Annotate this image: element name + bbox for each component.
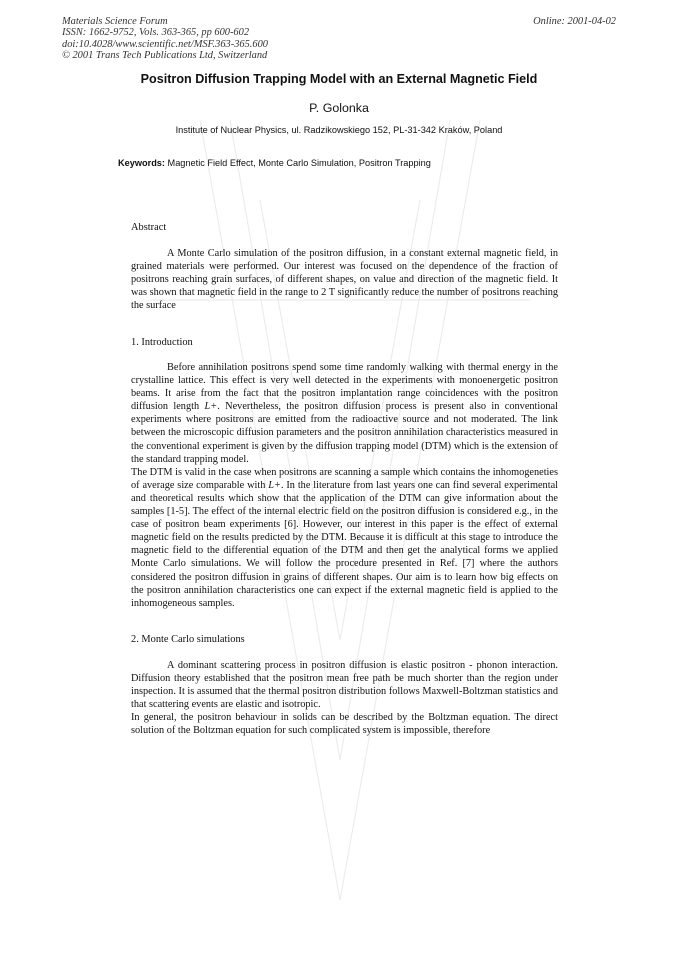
- doi-line: doi:10.4028/www.scientific.net/MSF.363-365.600: [62, 38, 268, 50]
- abstract-heading: Abstract: [131, 222, 167, 233]
- journal-header: [62, 16, 268, 62]
- simulations-paragraph-2: In general, the positron behaviour in solids can be described by the Boltzman equation. The direct solution of the Boltzman equation for such complicated system is impossible, therefore: [131, 712, 558, 737]
- introduction-heading: 1. Introduction: [131, 337, 193, 348]
- introduction-body: [131, 361, 558, 610]
- introduction-paragraph-2: The DTM is valid in the case when positrons are scanning a sample which contains the inhomogeneties of average size comparable with L+. In the literature from last years one can find several experimental and theoretical results which show that the application of the DTM can give information about the samples [1-5]. The effect of the internal electric field on the positron diffusion is considered e.g., in the case of positron beam experiments [6]. However, our interest in this paper is the effect of external magnetic field on the results predicted by the DTM. Because it is difficult at this stage to introduce the magnetic field to the differential equation of the DTM and then get the analytical forms we applied Monte Carlo simulations. We will follow the procedure presented in Ref. [7] where the authors considered the positron diffusion in grains of different shapes. Our aim is to learn how big effects on the positron annihilation characteristics one can expect if the external magnetic field is applied to the inhomogeneous samples.: [131, 466, 558, 609]
- copyright-line: © 2001 Trans Tech Publications Ltd, Switzerland: [62, 50, 268, 62]
- simulations-heading: 2. Monte Carlo simulations: [131, 634, 245, 645]
- keywords-label: Keywords:: [118, 158, 165, 168]
- author-name: P. Golonka: [309, 101, 369, 115]
- abstract-paragraph: A Monte Carlo simulation of the positron diffusion, in a constant external magnetic field, in grained materials were performed. Our interest was focused on the dependence of the fraction of positrons reaching grain surfaces, of different shapes, on value and direction of the magnetic field. It was shown that magnetic field in the range to 2 T significantly reduce the number of positrons reaching the surface: [131, 248, 558, 312]
- issn-line: ISSN: 1662-9752, Vols. 363-365, pp 600-602: [62, 27, 250, 39]
- keywords-text: Magnetic Field Effect, Monte Carlo Simulation, Positron Trapping: [167, 158, 431, 168]
- abstract-body: [131, 247, 558, 312]
- online-date: Online: 2001-04-02: [533, 16, 616, 27]
- paper-title: Positron Diffusion Trapping Model with an External Magnetic Field: [140, 72, 538, 86]
- journal-name: Materials Science Forum: [62, 16, 168, 27]
- introduction-paragraph-1: Before annihilation positrons spend some time randomly walking with thermal energy in the crystalline lattice. This effect is very well detected in the experiments with monoenergetic positron beams. It arise from the fact that the positron implantation range coincidences with the positron diffusion length L+. Nevertheless, the positron diffusion process is present also in conventional experiments where positrons are emitted from the radioactive source and not moderated. The link between the microscopic diffusion parameters and the positron annihilation characteristics measured in the conventional experiment is given by the diffusion trapping model (DTM) which is the extension of the standard trapping model.: [131, 362, 558, 465]
- diffusion-length-symbol: L+: [268, 479, 281, 491]
- diffusion-length-symbol: L+: [204, 401, 218, 413]
- simulations-paragraph-1: A dominant scattering process in positron diffusion is elastic positron - phonon interaction. Diffusion theory established that the positron mean free path be much shorter than the region under inspection. It is assumed that the thermal positron distribution follows Maxwell-Boltzman statistics and that scattering events are elastic and isotropic.: [131, 660, 558, 711]
- simulations-body: [131, 659, 558, 738]
- keywords-line: [118, 158, 431, 168]
- author-affiliation: Institute of Nuclear Physics, ul. Radzikowskiego 152, PL-31-342 Kraków, Poland: [175, 125, 503, 135]
